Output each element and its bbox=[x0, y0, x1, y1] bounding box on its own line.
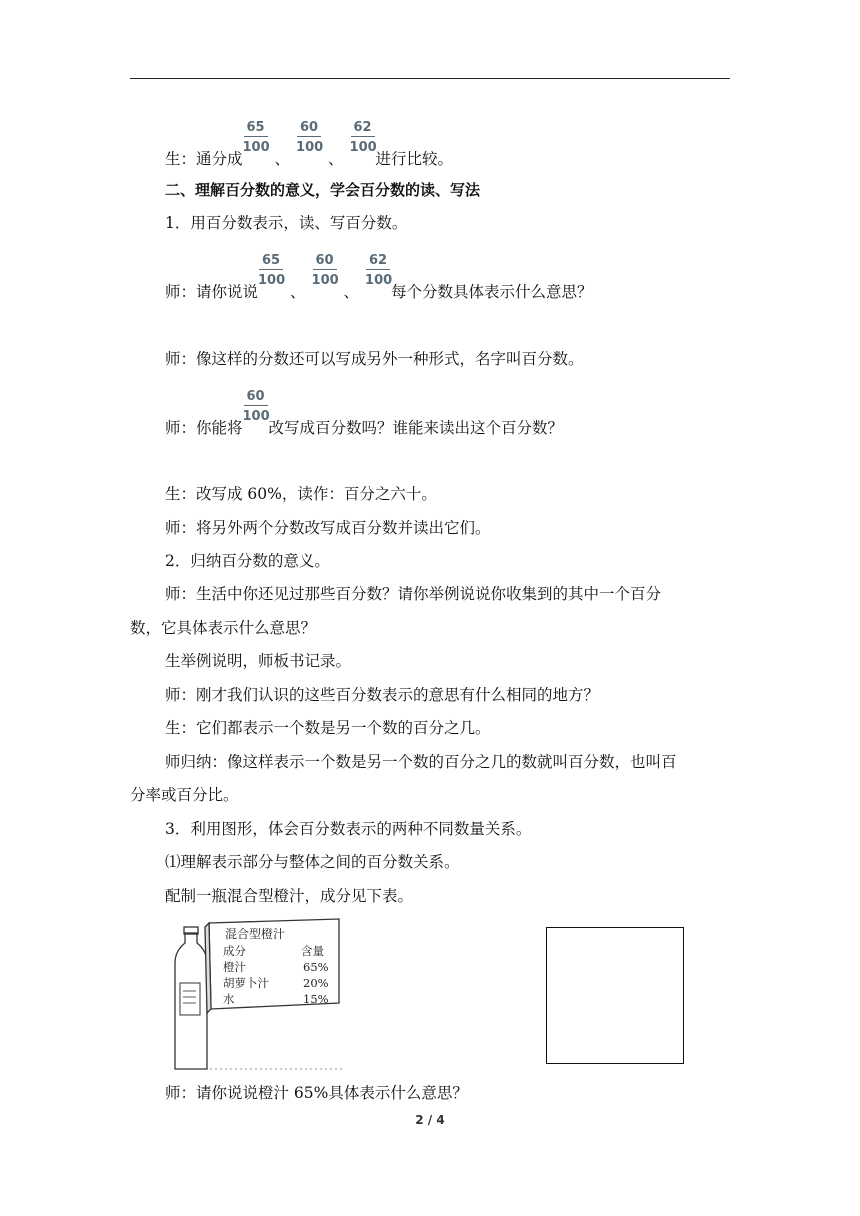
line-baifenshu-form: 师：像这样的分数还可以写成另外一种形式，名字叫百分数。 bbox=[165, 350, 584, 368]
line-board-record: 生举例说明，师板书记录。 bbox=[165, 652, 352, 670]
fraction-62-100: $\frac{62}{100}$ bbox=[365, 253, 393, 288]
juice-row-name: 水 bbox=[223, 992, 235, 1006]
line-juice-intro: 配制一瓶混合型橙汁，成分见下表。 bbox=[165, 887, 414, 905]
text: 生：通分成 bbox=[165, 150, 243, 168]
line-summary-b: 分率或百分比。 bbox=[130, 786, 239, 804]
juice-row-value: 65% bbox=[303, 960, 329, 974]
juice-row-value: 15% bbox=[303, 992, 329, 1006]
item-1: 1．用百分数表示，读、写百分数。 bbox=[165, 214, 408, 232]
fraction-65-100: $\frac{65}{100}$ bbox=[258, 253, 286, 288]
fraction-60-100: $\frac{60}{100}$ bbox=[296, 120, 324, 155]
line-tongfen: 生：通分成 $\frac{65}{100}$ 、 $\frac{60}{100}$ 、 $\frac{62}{100}$ 进行比较。 bbox=[165, 120, 454, 168]
juice-table-title: 混合型橙汁 bbox=[225, 927, 286, 941]
fraction-60-100: $\frac{60}{100}$ bbox=[311, 253, 339, 288]
juice-row-name: 橙汁 bbox=[223, 960, 246, 974]
page-number: 2 / 4 bbox=[415, 1113, 445, 1127]
header-rule bbox=[130, 78, 730, 79]
fraction-62-100: $\frac{62}{100}$ bbox=[349, 120, 377, 155]
line-other-two: 师：将另外两个分数改写成百分数并读出它们。 bbox=[165, 519, 491, 537]
item-3: 3．利用图形，体会百分数表示的两种不同数量关系。 bbox=[165, 820, 532, 838]
juice-table-col2: 含量 bbox=[301, 944, 324, 958]
section-heading-2: 二、理解百分数的意义，学会百分数的读、写法 bbox=[165, 181, 481, 199]
line-same-meaning: 师：刚才我们认识的这些百分数表示的意思有什么相同的地方？ bbox=[165, 686, 600, 704]
line-65-percent-question: 师：请你说说橙汁 65%具体表示什么意思？ bbox=[165, 1084, 468, 1102]
line-summary-a: 师归纳：像这样表示一个数是另一个数的百分之几的数就叫百分数，也叫百 bbox=[165, 753, 677, 771]
sub-item-1: ⑴理解表示部分与整体之间的百分数关系。 bbox=[165, 853, 460, 871]
fraction-60-100: $\frac{60}{100}$ bbox=[242, 389, 270, 424]
line-60-percent: 生：改写成 60%，读作：百分之六十。 bbox=[165, 485, 437, 503]
line-life-example-b: 数，它具体表示什么意思？ bbox=[130, 619, 317, 637]
empty-square-diagram bbox=[546, 927, 684, 1064]
line-answer: 生：它们都表示一个数是另一个数的百分之几。 bbox=[165, 719, 491, 737]
line-gaixie: 师：你能将 $\frac{60}{100}$ 改写成百分数吗？谁能来读出这个百分数？ bbox=[165, 389, 564, 437]
item-2: 2．归纳百分数的意义。 bbox=[165, 552, 330, 570]
text: 进行比较。 bbox=[375, 150, 454, 168]
juice-row-value: 20% bbox=[303, 976, 329, 990]
juice-table-col1: 成分 bbox=[223, 944, 246, 958]
juice-row-name: 胡萝卜汁 bbox=[223, 976, 269, 990]
juice-bottle-illustration bbox=[163, 913, 345, 1071]
fraction-65-100: $\frac{65}{100}$ bbox=[242, 120, 270, 155]
line-life-example-a: 师：生活中你还见过那些百分数？请你举例说说你收集到的其中一个百分 bbox=[165, 585, 662, 603]
line-shuoshuo: 师：请你说说 $\frac{65}{100}$ 、 $\frac{60}{100}$ 、 $\frac{62}{100}$ 每个分数具体表示什么意思？ bbox=[165, 253, 593, 301]
